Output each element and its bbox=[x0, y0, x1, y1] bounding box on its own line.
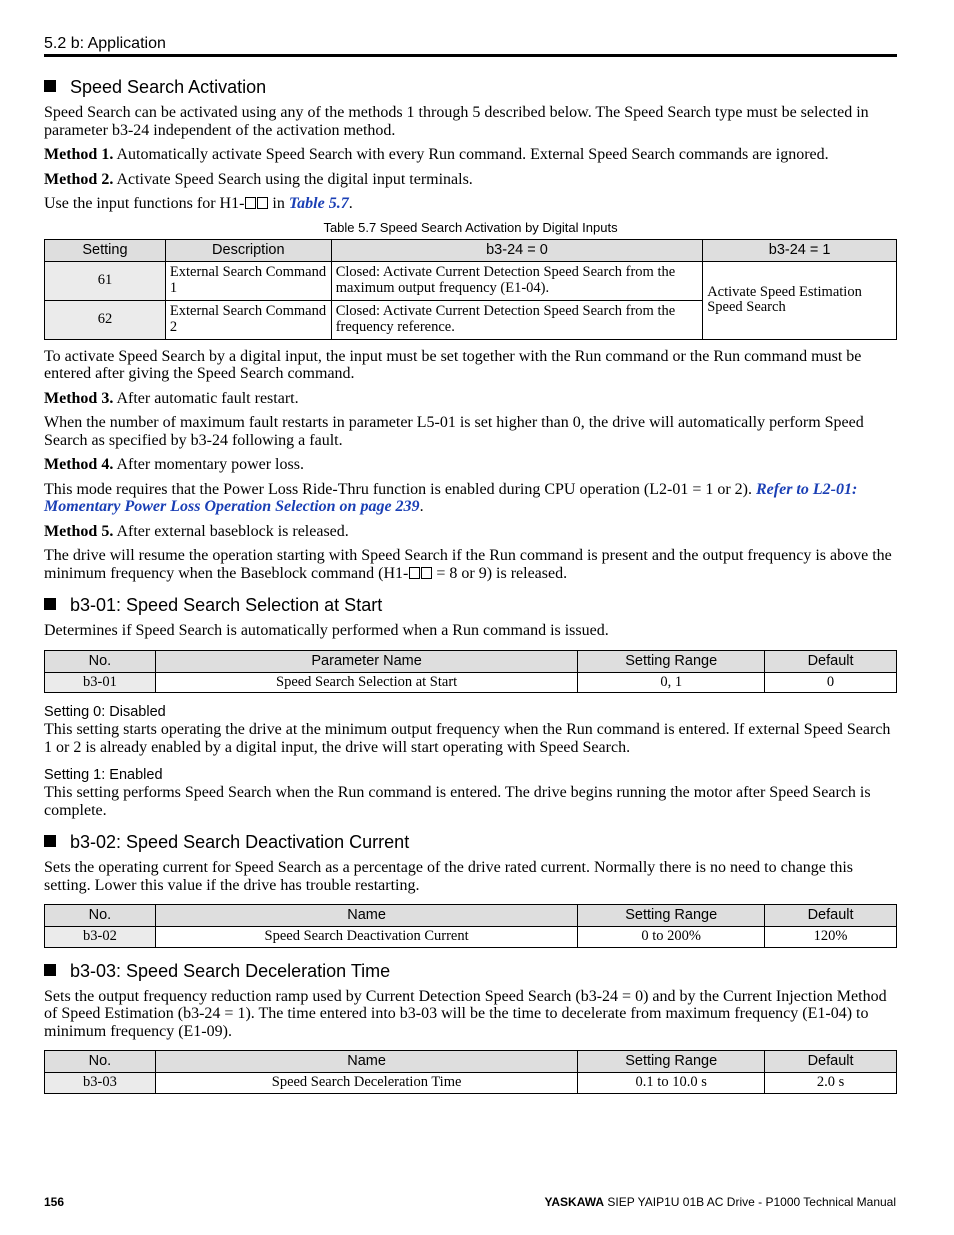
table-cell: External Search Command 1 bbox=[165, 261, 331, 300]
page-content bbox=[44, 76, 897, 1094]
column-header: Default bbox=[765, 650, 897, 672]
column-header: Parameter Name bbox=[155, 650, 577, 672]
paragraph: To activate Speed Search by a digital input, the input must be set together with the Run command or the Run command must be entered after giving the Speed Search command. bbox=[44, 347, 862, 382]
table-cell: 0 to 200% bbox=[578, 927, 765, 948]
setting-heading: Setting 1: Enabled bbox=[44, 767, 163, 783]
column-header: Name bbox=[155, 1051, 577, 1073]
table-cell: Speed Search Selection at Start bbox=[155, 672, 577, 693]
column-header: No. bbox=[45, 905, 156, 927]
table-row bbox=[45, 1073, 897, 1094]
placeholder-box-icon bbox=[257, 197, 268, 209]
section-heading: b3-01: Speed Search Selection at Start bbox=[44, 594, 897, 616]
method-1: Method 1. Automatically activate Speed Search with every Run command. External Speed Search commands are ignored. bbox=[44, 146, 829, 163]
paragraph: The drive will resume the operation starting with Speed Search if the Run command is present and the output frequency is above the minimum frequency when the Baseblock command (H1- = 8 or 9) is released. bbox=[44, 547, 892, 582]
section-heading: b3-03: Speed Search Deceleration Time bbox=[44, 960, 897, 982]
table-row bbox=[45, 927, 897, 948]
paragraph: Speed Search can be activated using any of the methods 1 through 5 described below. The Speed Search type must be selected in parameter b3-24 independent of the activation method. bbox=[44, 104, 869, 139]
table-cell: 120% bbox=[765, 927, 897, 948]
table-cell: b3-03 bbox=[45, 1073, 156, 1094]
column-header: Description bbox=[165, 239, 331, 261]
paragraph: Sets the output frequency reduction ramp used by Current Detection Speed Search (b3-24 = 0) and by the Current Injection Method of Speed Estimation (b3-24 = 1). The time entered into b3-03 will be the time to decelerate from maximum frequency (E1-04) to minimum frequency (E1-09). bbox=[44, 987, 887, 1040]
table-cell: External Search Command 2 bbox=[165, 300, 331, 339]
table-caption: Table 5.7 Speed Search Activation by Digital Inputs bbox=[323, 219, 618, 235]
placeholder-box-icon bbox=[421, 567, 432, 579]
square-bullet-icon bbox=[44, 835, 56, 847]
column-header: Setting Range bbox=[578, 1051, 765, 1073]
placeholder-box-icon bbox=[409, 567, 420, 579]
column-header: Setting bbox=[45, 239, 166, 261]
square-bullet-icon bbox=[44, 80, 56, 92]
column-header: b3-24 = 0 bbox=[331, 239, 702, 261]
paragraph: Use the input functions for H1- in Table 5.7. bbox=[44, 195, 353, 212]
page-number: 156 bbox=[44, 1195, 65, 1209]
activation-table bbox=[44, 239, 897, 340]
method-5: Method 5. After external baseblock is released. bbox=[44, 522, 349, 540]
column-header: b3-24 = 1 bbox=[703, 239, 897, 261]
column-header: Name bbox=[155, 905, 577, 927]
column-header: No. bbox=[45, 1051, 156, 1073]
table-cell: 0, 1 bbox=[578, 672, 765, 693]
brand-name: YASKAWA bbox=[544, 1195, 605, 1209]
table-cell: 0.1 to 10.0 s bbox=[578, 1073, 765, 1094]
parameter-table bbox=[44, 650, 897, 694]
header-rule bbox=[44, 54, 897, 57]
paragraph: Determines if Speed Search is automatically performed when a Run command is issued. bbox=[44, 622, 609, 639]
table-cell: Activate Speed Estimation Speed Search bbox=[703, 261, 897, 339]
setting-heading: Setting 0: Disabled bbox=[44, 704, 166, 720]
parameter-table bbox=[44, 904, 897, 948]
method-4: Method 4. After momentary power loss. bbox=[44, 456, 304, 473]
placeholder-box-icon bbox=[245, 197, 256, 209]
paragraph: When the number of maximum fault restarts in parameter L5-01 is set higher than 0, the drive will automatically perform Speed Search as specified by b3-24 following a fault. bbox=[44, 414, 864, 449]
table-row bbox=[45, 672, 897, 693]
table-cell: Speed Search Deactivation Current bbox=[155, 927, 577, 948]
paragraph: This setting starts operating the drive at the minimum output frequency when the Run command is entered. If external Speed Search 1 or 2 is already enabled by a digital input, the drive will start operating with Speed Search. bbox=[44, 721, 891, 756]
table-cell: Closed: Activate Current Detection Speed Search from the maximum output frequency (E1-04). bbox=[331, 261, 702, 300]
running-header: 5.2 b: Application bbox=[44, 35, 166, 52]
table-cell: 0 bbox=[765, 672, 897, 693]
table-cell: 61 bbox=[45, 261, 166, 300]
column-header: Default bbox=[765, 905, 897, 927]
method-2: Method 2. Activate Speed Search using the digital input terminals. bbox=[44, 170, 473, 188]
table-cell: Speed Search Deceleration Time bbox=[155, 1073, 577, 1094]
column-header: Setting Range bbox=[578, 650, 765, 672]
table-cell: Closed: Activate Current Detection Speed Search from the frequency reference. bbox=[331, 300, 702, 339]
column-header: No. bbox=[45, 650, 156, 672]
table-cell: 62 bbox=[45, 300, 166, 339]
table-cell: 2.0 s bbox=[765, 1073, 897, 1094]
paragraph: This setting performs Speed Search when the Run command is entered. The drive begins running the motor after Speed Search is complete. bbox=[44, 784, 871, 819]
table-cell: b3-02 bbox=[45, 927, 156, 948]
paragraph: Sets the operating current for Speed Search as a percentage of the drive rated current. Normally there is no need to change this setting. Lower this value if the drive has trouble restarting. bbox=[44, 859, 854, 894]
column-header: Default bbox=[765, 1051, 897, 1073]
table-link[interactable]: Table 5.7 bbox=[288, 195, 349, 212]
section-heading: Speed Search Activation bbox=[44, 76, 897, 98]
paragraph: This mode requires that the Power Loss Ride-Thru function is enabled during CPU operation (L2-01 = 1 or 2). Refer to L2-01: Momentary Power Loss Operation Selection on page 239. bbox=[44, 480, 858, 515]
page-reference-link[interactable]: Refer to L2-01: Momentary Power Loss Operation Selection on page 239 bbox=[44, 480, 858, 515]
section-heading: b3-02: Speed Search Deactivation Current bbox=[44, 831, 897, 853]
method-3: Method 3. After automatic fault restart. bbox=[44, 389, 299, 407]
table-cell: b3-01 bbox=[45, 672, 156, 693]
square-bullet-icon bbox=[44, 598, 56, 610]
footer-title: YASKAWA SIEP YAIP1U 01B AC Drive - P1000 Technical Manual bbox=[544, 1195, 896, 1209]
table-row bbox=[45, 261, 897, 300]
square-bullet-icon bbox=[44, 964, 56, 976]
parameter-table bbox=[44, 1050, 897, 1094]
column-header: Setting Range bbox=[578, 905, 765, 927]
